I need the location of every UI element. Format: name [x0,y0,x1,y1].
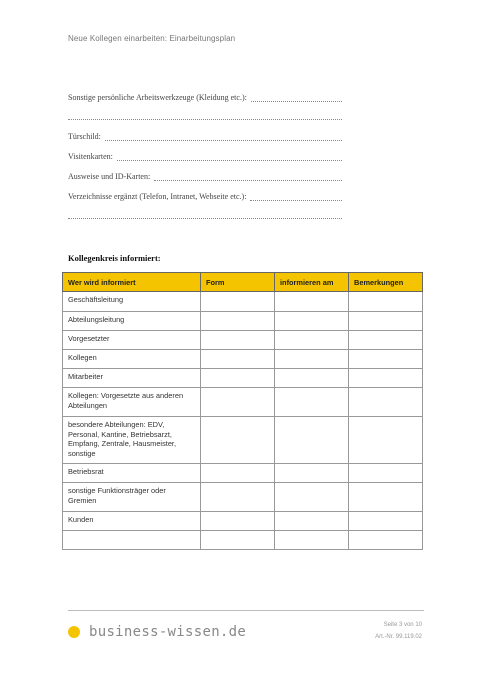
table-cell-form [201,369,275,388]
table-row [63,483,423,512]
table-cell-form [201,388,275,417]
table-cell-who: besondere Abteilungen: EDV, Personal, Kantine, Betriebsarzt, Empfang, Zentrale, Hausmeister, sonstige [63,417,201,464]
table-cell-remarks [349,417,423,464]
table-row [63,369,423,388]
table-cell-who: Vorgesetzter [63,331,201,350]
table-cell-date [275,292,349,312]
column-header-remarks: Bemerkungen [349,273,423,292]
table-cell-date [275,369,349,388]
field-business-cards [68,152,342,161]
column-header-who: Wer wird informiert [63,273,201,292]
table-cell-who [63,531,201,550]
table-cell-date [275,512,349,531]
table-cell-date [275,331,349,350]
footer-divider [68,610,424,611]
table-cell-form [201,350,275,369]
fill-line [251,94,342,102]
fill-line [154,173,342,181]
table-cell-who: Betriebsrat [63,464,201,483]
field-label: Ausweise und ID-Karten: [68,172,151,181]
colleagues-informed-table [62,272,423,550]
table-header-row [63,273,423,292]
table-cell-date [275,464,349,483]
table-cell-remarks [349,350,423,369]
table-cell-date [275,417,349,464]
field-id-cards [68,172,342,181]
page-number: Seite 3 von 10 [383,622,422,628]
table-cell-remarks [349,388,423,417]
table-cell-form [201,292,275,312]
table-row [63,312,423,331]
field-label: Verzeichnisse ergänzt (Telefon, Intranet, Webseite etc.): [68,192,247,201]
table-cell-form [201,312,275,331]
table-row [63,292,423,312]
table-cell-who: Kollegen [63,350,201,369]
table-cell-date [275,312,349,331]
table-cell-remarks [349,464,423,483]
field-label: Türschild: [68,132,101,141]
table-cell-form [201,512,275,531]
table-row [63,531,423,550]
fill-line [250,193,342,201]
table-cell-form [201,483,275,512]
table-cell-remarks [349,369,423,388]
table-cell-date [275,531,349,550]
brand-logo [68,624,246,640]
table-cell-remarks [349,531,423,550]
table-cell-form [201,331,275,350]
table-cell-remarks [349,312,423,331]
field-directories [68,192,342,201]
fill-line [105,133,342,141]
table-cell-date [275,388,349,417]
fill-line-continuation [68,119,342,120]
yellow-dot-icon [68,626,80,638]
field-label: Sonstige persönliche Arbeitswerkzeuge (Kleidung etc.): [68,93,247,102]
table-cell-who: sonstige Funktionsträger oder Gremien [63,483,201,512]
table-cell-remarks [349,292,423,312]
section-title: Kollegenkreis informiert: [68,253,161,263]
field-work-tools [68,93,342,102]
table-row [63,331,423,350]
page-info [375,619,422,643]
brand-name: business-wissen.de [89,624,247,640]
field-door-sign [68,132,342,141]
article-number: Art.-Nr. 99.119.02 [375,634,422,640]
column-header-form: Form [201,273,275,292]
table-cell-date [275,483,349,512]
table-cell-who: Geschäftsleitung [63,292,201,312]
table-row [63,417,423,464]
table-cell-form [201,531,275,550]
table-row [63,512,423,531]
table-cell-remarks [349,331,423,350]
column-header-date: informieren am [275,273,349,292]
document-header: Neue Kollegen einarbeiten: Einarbeitungsplan [68,34,236,43]
table-row [63,388,423,417]
table-cell-form [201,417,275,464]
table-cell-who: Kunden [63,512,201,531]
table-row [63,350,423,369]
table-cell-who: Kollegen: Vorgesetzte aus anderen Abteilungen [63,388,201,417]
table-row [63,464,423,483]
table-cell-remarks [349,512,423,531]
field-label: Visitenkarten: [68,152,113,161]
table-cell-who: Mitarbeiter [63,369,201,388]
table-cell-who: Abteilungsleitung [63,312,201,331]
table-cell-remarks [349,483,423,512]
table-cell-form [201,464,275,483]
fill-line-continuation [68,218,342,219]
fill-line [117,153,342,161]
table-cell-date [275,350,349,369]
